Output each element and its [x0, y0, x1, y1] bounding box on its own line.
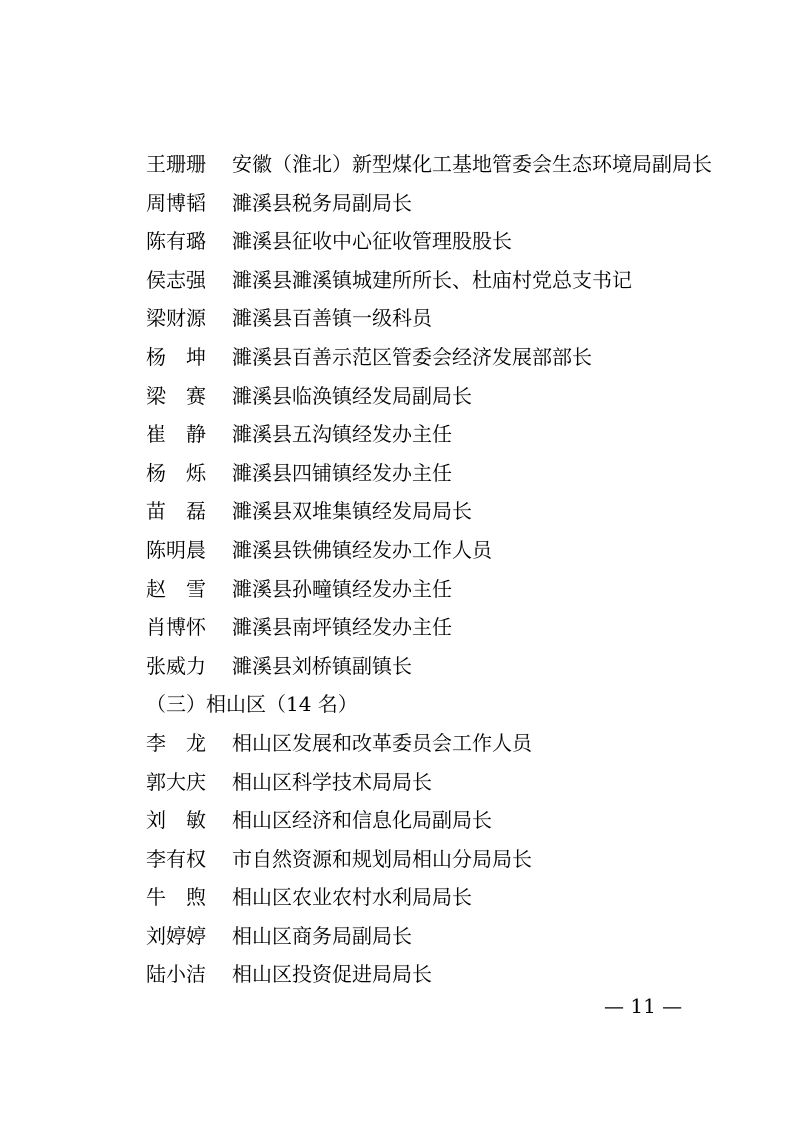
person-name: 崔 静 — [146, 422, 206, 447]
list-item — [146, 261, 746, 300]
person-title: 相山区科学技术局局长 — [232, 769, 432, 794]
person-name: 苗 磊 — [146, 499, 206, 524]
list-item — [146, 763, 746, 802]
list-item — [146, 608, 746, 647]
person-name: 杨 坤 — [146, 344, 206, 369]
person-title: 濉溪县双堆集镇经发局局长 — [232, 499, 472, 524]
person-title: 相山区商务局副局长 — [232, 923, 412, 948]
person-name: 王珊珊 — [146, 152, 206, 176]
list-item — [146, 492, 746, 531]
person-name: 陈明晨 — [146, 537, 206, 562]
list-item — [146, 415, 746, 454]
person-name: 刘婷婷 — [146, 923, 206, 948]
list-item — [146, 570, 746, 609]
list-item — [146, 647, 746, 686]
person-name: 侯志强 — [146, 267, 206, 292]
list-item — [146, 145, 746, 184]
list-item — [146, 184, 746, 223]
list-item — [146, 724, 746, 763]
section-heading-row — [146, 685, 746, 724]
person-title: 濉溪县百善示范区管委会经济发展部部长 — [232, 344, 592, 369]
person-title: 濉溪县四铺镇经发办主任 — [232, 460, 452, 485]
list-item — [146, 840, 746, 879]
name-list — [146, 145, 746, 994]
person-title: 濉溪县五沟镇经发办主任 — [232, 422, 452, 447]
person-title: 濉溪县征收中心征收管理股股长 — [232, 229, 512, 254]
list-item — [146, 955, 746, 994]
person-title: 濉溪县濉溪镇城建所所长、杜庙村党总支书记 — [232, 267, 632, 292]
page-number: — 11 — — [604, 994, 683, 1018]
person-title: 濉溪县南坪镇经发办主任 — [232, 615, 452, 640]
person-title: 濉溪县百善镇一级科员 — [232, 306, 432, 331]
person-name: 李 龙 — [146, 730, 206, 755]
list-item — [146, 878, 746, 917]
list-item — [146, 377, 746, 416]
person-name: 梁财源 — [146, 306, 206, 331]
person-title: 相山区经济和信息化局副局长 — [232, 808, 492, 833]
person-title: 濉溪县临涣镇经发局副局长 — [232, 383, 472, 408]
person-name: 牛 煦 — [146, 885, 206, 910]
person-name: 刘 敏 — [146, 808, 206, 833]
person-name: 陈有璐 — [146, 229, 206, 254]
person-name: 肖博怀 — [146, 615, 206, 640]
person-name: 张威力 — [146, 653, 206, 678]
list-item — [146, 531, 746, 570]
person-name: 赵 雪 — [146, 576, 206, 601]
person-title: 濉溪县税务局副局长 — [232, 190, 412, 215]
person-title: 濉溪县孙疃镇经发办主任 — [232, 576, 452, 601]
list-item — [146, 299, 746, 338]
list-item — [146, 454, 746, 493]
section-heading: （三）相山区（14 名） — [146, 692, 358, 717]
list-item — [146, 917, 746, 956]
person-title: 安徽（淮北）新型煤化工基地管委会生态环境局副局长 — [232, 152, 712, 176]
person-title: 濉溪县铁佛镇经发办工作人员 — [232, 537, 492, 562]
person-name: 周博韬 — [146, 190, 206, 215]
person-name: 李有权 — [146, 846, 206, 871]
person-title: 市自然资源和规划局相山分局局长 — [232, 846, 532, 871]
list-item — [146, 801, 746, 840]
person-title: 相山区投资促进局局长 — [232, 962, 432, 987]
person-name: 陆小洁 — [146, 962, 206, 987]
person-name: 杨 烁 — [146, 460, 206, 485]
person-title: 濉溪县刘桥镇副镇长 — [232, 653, 412, 678]
person-name: 梁 赛 — [146, 383, 206, 408]
person-title: 相山区发展和改革委员会工作人员 — [232, 730, 532, 755]
person-name: 郭大庆 — [146, 769, 206, 794]
list-item — [146, 222, 746, 261]
list-item — [146, 338, 746, 377]
person-title: 相山区农业农村水利局局长 — [232, 885, 472, 910]
